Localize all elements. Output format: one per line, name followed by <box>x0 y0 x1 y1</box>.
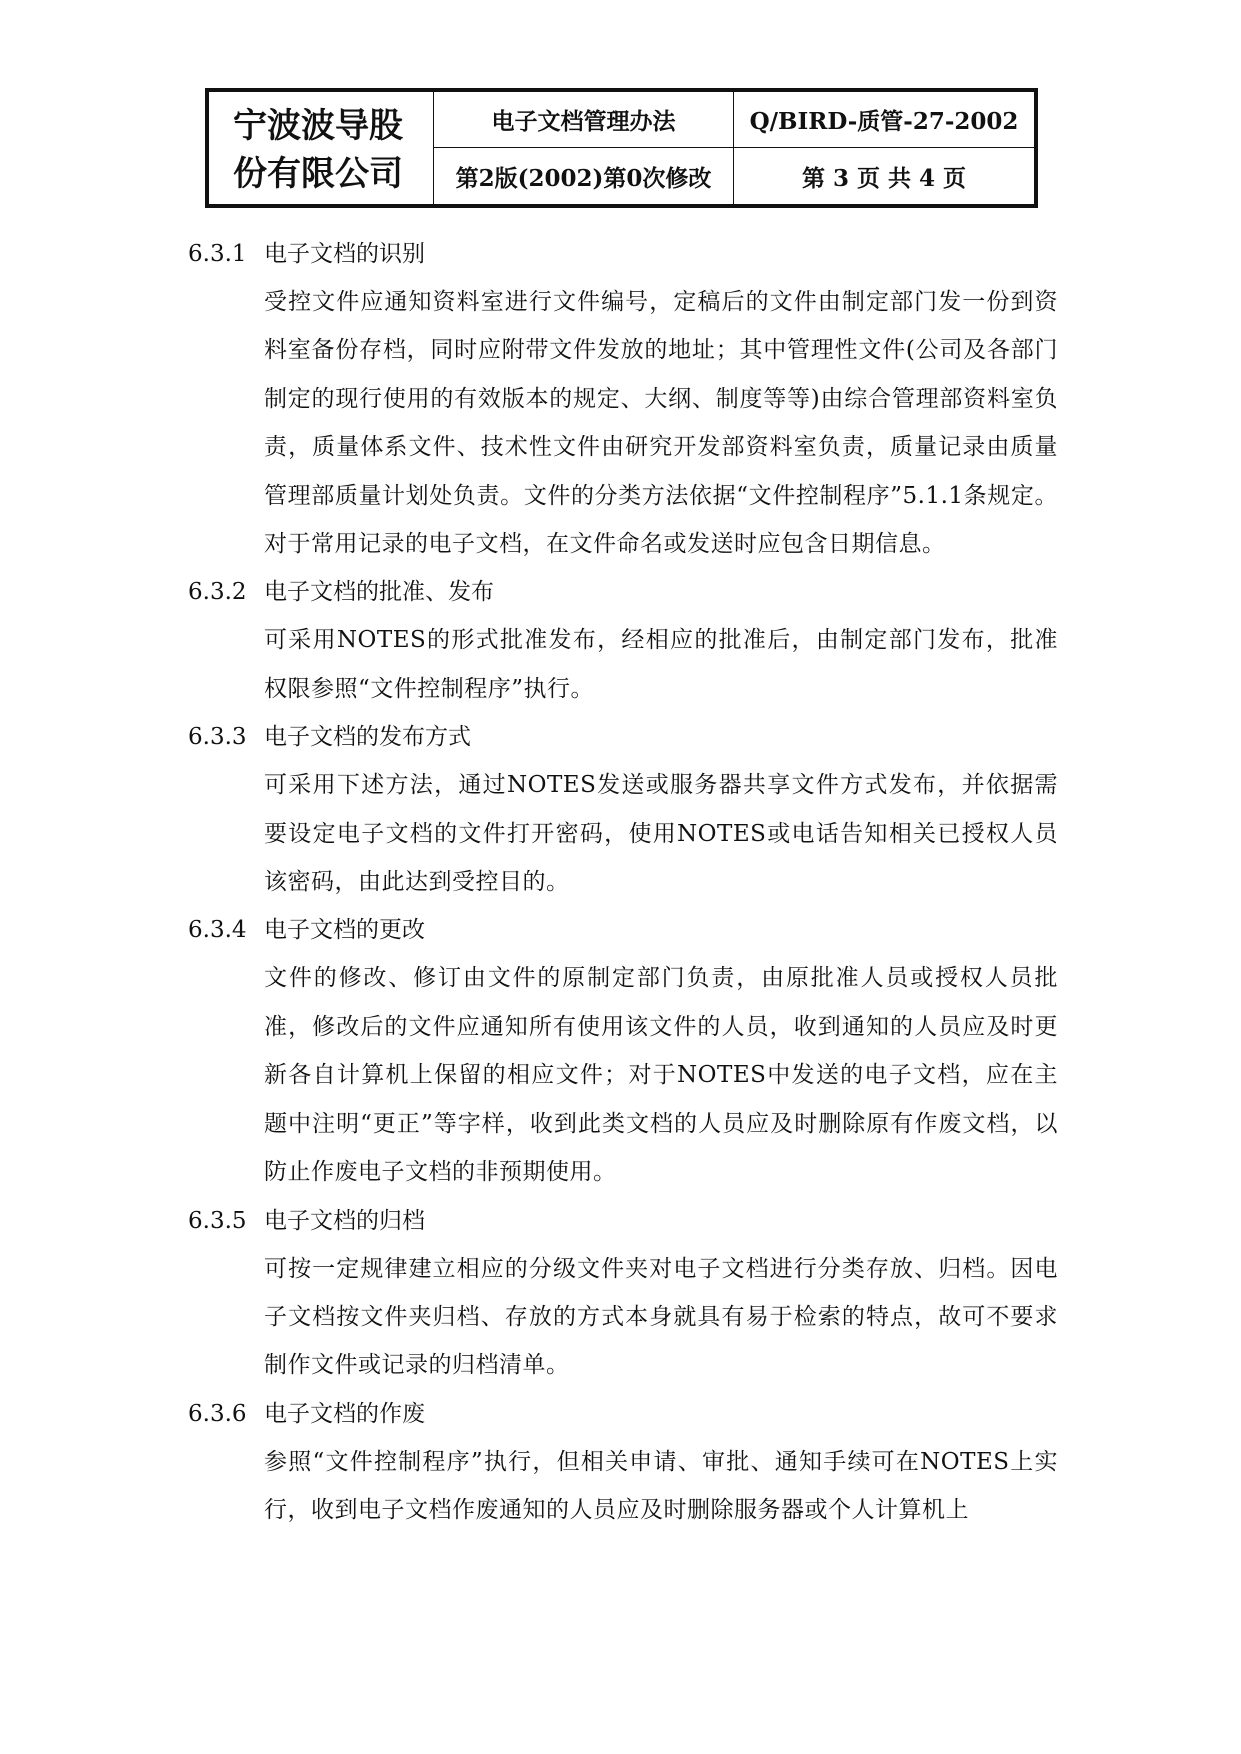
document-body <box>188 230 1058 1535</box>
section-6-3-1 <box>188 230 1058 568</box>
company-name-line2: 份有限公司 <box>233 154 403 194</box>
section-6-3-6 <box>188 1390 1058 1535</box>
section-title: 电子文档的识别 <box>264 241 425 267</box>
section-text: 受控文件应通知资料室进行文件编号，定稿后的文件由制定部门发一份到资料室备份存档，同时应附带文件发放的地址；其中管理性文件(公司及各部门制定的现行使用的有效版本的规定、大纲、制度等等)由综合管理部资料室负责，质量体系文件、技术性文件由研究开发部资料室负责，质量记录由质量管理部质量计划处负责。文件的分类方法依据“文件控制程序”5.1.1条规定。对于常用记录的电子文档，在文件命名或发送时应包含日期信息。 <box>264 289 1058 558</box>
section-number: 6.3.4 <box>188 917 247 944</box>
company-name-line1: 宁波波导股 <box>233 106 403 146</box>
page-info: 第 3 页 共 4 页 <box>801 164 967 192</box>
section-number: 6.3.5 <box>188 1207 247 1234</box>
section-text: 参照“文件控制程序”执行，但相关申请、审批、通知手续可在NOTES上实行，收到电子文档作废通知的人员应及时删除服务器或个人计算机上 <box>264 1448 1058 1524</box>
section-text: 文件的修改、修订由文件的原制定部门负责，由原批准人员或授权人员批准，修改后的文件应通知所有使用该文件的人员，收到通知的人员应及时更新各自计算机上保留的相应文件；对于NOTES中发送的电子文档，应在主题中注明“更正”等字样，收到此类文档的人员应及时删除原有作废文档，以防止作废电子文档的非预期使用。 <box>264 965 1058 1186</box>
section-6-3-3 <box>188 713 1058 906</box>
section-text: 可按一定规律建立相应的分级文件夹对电子文档进行分类存放、归档。因电子文档按文件夹归档、存放的方式本身就具有易于检索的特点，故可不要求制作文件或记录的归档清单。 <box>264 1255 1058 1379</box>
document-title: 电子文档管理办法 <box>434 92 734 148</box>
section-number: 6.3.6 <box>188 1400 247 1427</box>
company-name <box>209 92 434 204</box>
section-6-3-5 <box>188 1197 1058 1390</box>
section-title: 电子文档的批准、发布 <box>264 579 494 606</box>
section-title: 电子文档的作废 <box>264 1400 425 1427</box>
section-text: 可采用NOTES的形式批准发布，经相应的批准后，由制定部门发布，批准权限参照“文件控制程序”执行。 <box>264 627 1058 702</box>
section-title: 电子文档的更改 <box>264 917 425 944</box>
section-6-3-2 <box>188 568 1058 713</box>
document-header-table <box>205 88 1038 208</box>
section-6-3-4 <box>188 906 1058 1196</box>
section-title: 电子文档的归档 <box>264 1207 425 1234</box>
section-number: 6.3.1 <box>188 241 247 267</box>
section-text: 可采用下述方法，通过NOTES发送或服务器共享文件方式发布，并依据需要设定电子文档的文件打开密码，使用NOTES或电话告知相关已授权人员该密码，由此达到受控目的。 <box>264 772 1058 896</box>
section-number: 6.3.3 <box>188 724 247 751</box>
section-title: 电子文档的发布方式 <box>264 724 471 751</box>
document-code: Q/BIRD-质管-27-2002 <box>734 92 1034 148</box>
section-number: 6.3.2 <box>188 579 247 606</box>
document-version: 第2版(2002)第0次修改 <box>434 148 734 204</box>
